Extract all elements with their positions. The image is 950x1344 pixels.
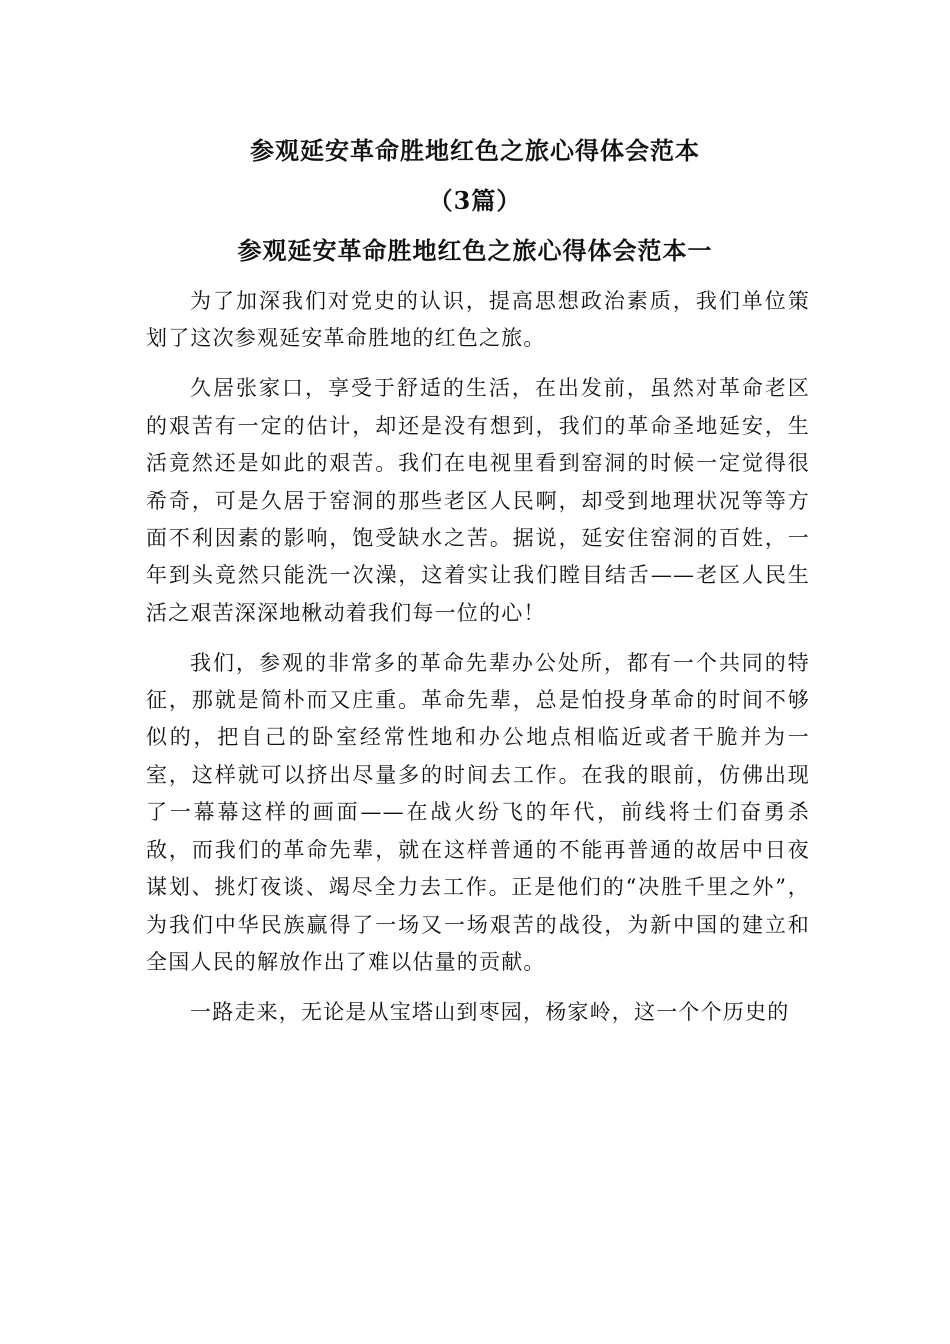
paragraph: 一路走来，无论是从宝塔山到枣园，杨家岭，这一个个历史的: [190, 999, 790, 1024]
paragraph: 久居张家口，享受于舒适的生活，在出发前，虽然对革命老区的艰苦有一定的估计，却还是没有想到，我们的革命圣地延安，生活竟然还是如此的艰苦。我们在电视里看到窑洞的时候一定觉得很希奇，可是久居于窑洞的那些老区人民啊，却受到地理状况等等方面不利因素的影响，饱受缺水之苦。据说，延安住窑洞的百姓，一年到头竟然只能洗一次澡，这着实让我们瞠目结舌——老区人民生活之艰苦深深地楸动着我们每一位的心！: [146, 376, 810, 625]
document-title: 参观延安革命胜地红色之旅心得体会范本: [250, 136, 700, 165]
document-subtitle-count: （3篇）: [428, 186, 522, 215]
body-text: [146, 283, 810, 1031]
section-title: 参观延安革命胜地红色之旅心得体会范本一: [237, 236, 713, 265]
paragraph: 我们，参观的非常多的革命先辈办公处所，都有一个共同的特征，那就是简朴而又庄重。革命先辈，总是怕投身革命的时间不够似的，把自己的卧室经常性地和办公地点相临近或者干脆并为一室，这样就可以挤出尽量多的时间去工作。在我的眼前，仿佛出现了一幕幕这样的画面——在战火纷飞的年代，前线将士们奋勇杀敌，而我们的革命先辈，就在这样普通的不能再普通的故居中日夜谋划、挑灯夜谈、竭尽全力去工作。正是他们的“决胜千里之外”，为我们中华民族赢得了一场又一场艰苦的战役，为新中国的建立和全国人民的解放作出了难以估量的贡献。: [146, 650, 810, 974]
paragraph: 为了加深我们对党史的认识，提高思想政治素质，我们单位策划了这次参观延安革命胜地的红色之旅。: [146, 289, 810, 351]
